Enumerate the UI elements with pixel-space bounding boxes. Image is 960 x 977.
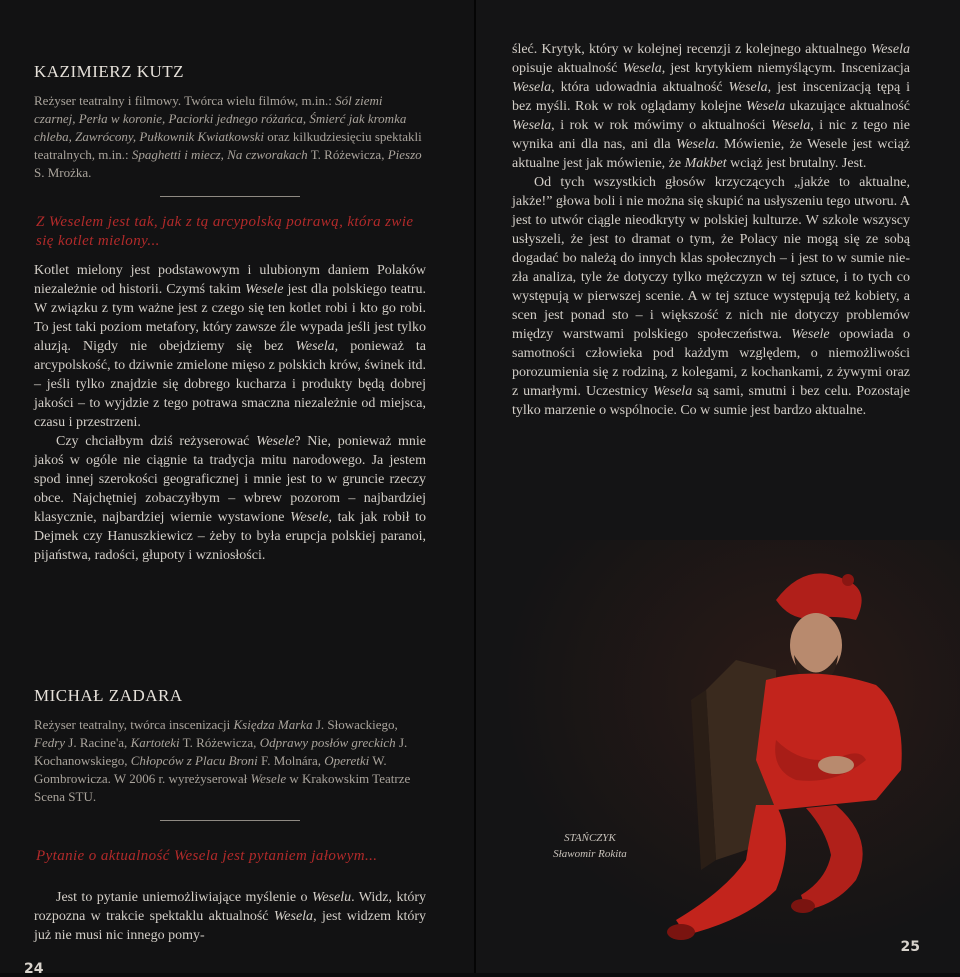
kutz-body xyxy=(34,261,426,565)
right-paragraph-1: śleć. Krytyk, który w kolejnej recenzji z kolejnego aktualnego Wesela opisuje aktualność Wesela, jest krytykiem niemyślącym. Inscenizacja Wesela, która udowadnia aktualność Wesela, jest inscenizacją tępą i bez myśli. Rok w rok oglądamy kolejne Wesela ukazujące aktualność Wesela, i rok w rok mówimy o aktualności Wesela, i nic z tego nie wynika ani dla nas, ani dla Wesela. Mówienie, że Wesele jest wciąż aktualne jest jak mówienie, że Makbet wciąż jest brutalny. Jest. xyxy=(512,42,911,171)
right-paragraph-2: Od tych wszystkich głosów krzyczących „jakże to aktualne, jakże!” głowa boli i nie można się skupić na usłyszeniu tego utworu. A jest to utwór ciągle nieodkryty w polskiej kulturze. W szkole wszyscy usłyszeli, że jest to dramat o tym, że Polacy nie mogą się ze sobą dogadać bo należą do innych klas społecznych – i jest to w sumie nie-zła analiza, tyle że dotyczy tylko mężczyzn w tej sztuce, i to tych co występują w pierwszej scenie. A w tej sztuce występują też kobiety, a scen jest ponad sto – i większość z nich nie dotyczy problemów między warstwami polskiego społeczeństwa. Wesele opowiada o samotności człowieka pod każdym względem, o niemożliwości porozumienia się z rodziną, z kolegami, z kochankami, z żywymi oraz z umarłymi. Uczestnicy Wesela są sami, smutni i bez celu. Pozostaje tylko marzenie o wspólnocie. Co w sumie jest bardzo aktualne. xyxy=(512,175,911,418)
kutz-paragraph-2: Czy chciałbym dziś reżyserować Wesele? Nie, ponieważ mnie jakoś w ogóle nie ciągnie ta tradycja mitu narodowego. Ja jestem spod innej szerokości geograficznej i mnie jest to w gruncie rzeczy obce. Najchętniej zobaczyłbym – wbrew pozorom – najbardziej klasycznie, najbardziej wiernie wystawione Wesele, tak jak robił to Dejmek czy Hanuszkiewicz – żeby to była erupcja polskiej paranoi, pijaństwa, radości, głupoty i wzniosłości. xyxy=(34,434,426,563)
zadara-bio: Reżyser teatralny, twórca inscenizacji Księdza Marka J. Słowackiego, Fedry J. Racine'a, Kartoteki T. Różewicza, Odprawy posłów greckich J. Kochanowskiego, Chłopców z Placu Broni F. Molnára, Operetki W. Gombrowicza. W 2006 r. wyreżyserował Wesele w Krakowskim Teatrze Scena STU. xyxy=(34,717,411,804)
kutz-bio: Reżyser teatralny i filmowy. Twórca wielu filmów, m.in.: Sól ziemi czarnej, Perła w koronie, Paciorki jednego różańca, Śmierć jak kromka chleba, Zawrócony, Pułkownik Kwiatkowski oraz kilkudziesięciu spektakli teatralnych, m.in.: Spaghetti i miecz, Na czworakach T. Różewicza, Pieszo S. Mrożka. xyxy=(34,93,422,180)
zadara-quote: Pytanie o aktualność Wesela jest pytaniem jałowym... xyxy=(36,848,378,864)
stanczyk-photo xyxy=(476,540,960,973)
caption-title: STAŃCZYK xyxy=(564,832,616,844)
right-column xyxy=(512,40,910,420)
section-divider xyxy=(160,820,300,821)
zadara-body-continued xyxy=(512,40,910,420)
page-number-right: 25 xyxy=(900,939,920,955)
kutz-name: KAZIMIERZ KUTZ xyxy=(34,62,185,81)
section-divider xyxy=(160,196,300,197)
kutz-paragraph-1: Kotlet mielony jest podstawowym i ulubionym daniem Polaków niezależnie od historii. Czymś takim Wesele jest dla polskiego teatru. W związku z tym ważne jest z czego się ten kotlet robi i kto go robi. To jest taki poziom metafory, który zawsze źle wypada jeśli jest tylko aluzją. Nigdy nie obejdziemy się bez Wesela, ponieważ ta arcypolskość, to dziwnie zmielone mięso z polskich krów, świnek itd. – jeśli tylko znajdzie się dobrego kucharza i produkty będą dobrej jakości – to wyjdzie z tego potrawa smacznа niezależnie od miejsca, czasu i przestrzeni. xyxy=(34,263,426,430)
photo-caption xyxy=(540,830,640,862)
zadara-section xyxy=(34,686,426,945)
caption-name: Sławomir Rokita xyxy=(553,848,627,860)
kutz-quote: Z Weselem jest tak, jak z tą arcypolską potrawą, która zwie się kotlet mielony... xyxy=(36,214,414,249)
zadara-body xyxy=(34,888,426,945)
page-number-left: 24 xyxy=(24,961,44,977)
zadara-name: MICHAŁ ZADARA xyxy=(34,686,183,705)
zadara-paragraph: Jest to pytanie uniemożliwiające myślenie o Weselu. Widz, który rozpozna w trakcie spektaklu aktualność Wesela, jest widzem który już nie musi nic innego pomy- xyxy=(34,890,427,943)
kutz-section xyxy=(34,62,426,565)
